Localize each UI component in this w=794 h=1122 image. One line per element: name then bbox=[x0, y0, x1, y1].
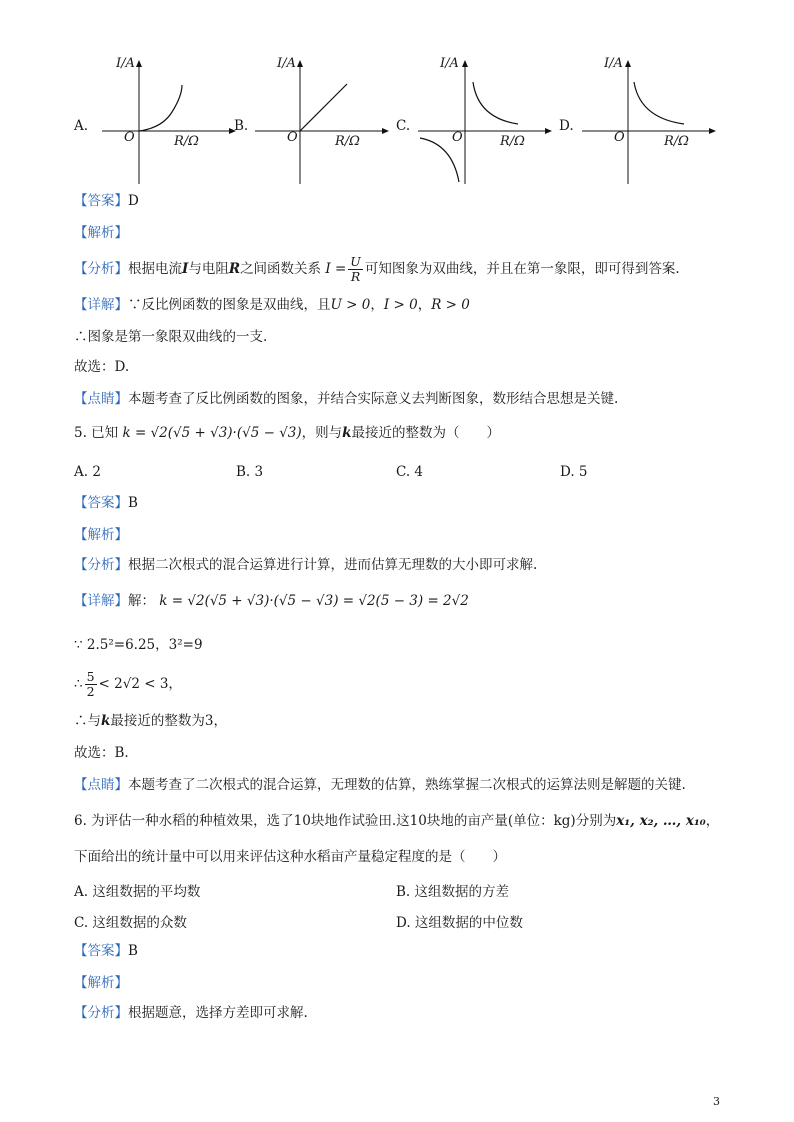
detail-text: 解： bbox=[128, 593, 155, 609]
separator: ， bbox=[417, 297, 432, 313]
var-i: I bbox=[182, 261, 189, 277]
separator: ， bbox=[370, 297, 384, 313]
q5-detail bbox=[74, 592, 469, 610]
answer-value: B bbox=[128, 495, 138, 511]
q5-conclude bbox=[74, 712, 227, 730]
analysis-tag: 【解析】 bbox=[74, 975, 128, 991]
graph-c bbox=[418, 52, 568, 192]
cond-i: I > 0 bbox=[383, 297, 418, 313]
detail-text: ∵反比例函数的图象是双曲线，且 bbox=[128, 297, 331, 313]
analysis-tag: 【解析】 bbox=[74, 527, 128, 543]
fenxi-text-c: 之间函数关系 bbox=[240, 261, 322, 277]
graph-b-ylabel: I/A bbox=[277, 56, 296, 71]
fenxi-text: 根据二次根式的混合运算进行计算，进而估算无理数的大小即可求解. bbox=[128, 557, 538, 573]
q5-stem-formula: k = √2(√5 + √3)·(√5 − √3) bbox=[122, 425, 302, 441]
conclude-text-a: ∴与 bbox=[74, 713, 101, 729]
graph-c-xlabel: R/Ω bbox=[500, 134, 525, 149]
graph-b-svg bbox=[255, 52, 405, 192]
q5-comment bbox=[74, 776, 686, 794]
graph-a-ylabel: I/A bbox=[116, 56, 135, 71]
q5-analysis bbox=[74, 526, 128, 544]
graph-d-ylabel: I/A bbox=[604, 56, 623, 71]
formula-fraction bbox=[348, 255, 363, 284]
fenxi-tag: 【分析】 bbox=[74, 1005, 128, 1021]
option-c-label: C. bbox=[396, 118, 411, 134]
comment-text: 本题考查了反比例函数的图象，并结合实际意义去判断图象，数形结合思想是关键. bbox=[128, 391, 619, 407]
graph-a-svg bbox=[92, 52, 242, 192]
detail-tag: 【详解】 bbox=[74, 297, 128, 313]
q6-option-c: C. 这组数据的众数 bbox=[74, 915, 187, 931]
fraction-denominator: 2 bbox=[86, 684, 95, 699]
q6-stem-line1 bbox=[74, 812, 719, 830]
q6-option-a: A. 这组数据的平均数 bbox=[74, 884, 201, 900]
var-k: k bbox=[342, 425, 352, 441]
comment-tag: 【点睛】 bbox=[74, 391, 128, 407]
graph-c-origin: O bbox=[452, 130, 463, 145]
graph-d-origin: O bbox=[614, 130, 625, 145]
q5-option-a: A. 2 bbox=[74, 464, 101, 480]
q4-choose: 故选：D. bbox=[74, 359, 130, 375]
q5-option-d: D. 5 bbox=[560, 464, 588, 480]
graph-d-svg bbox=[582, 52, 732, 192]
comment-text: 本题考查了二次根式的混合运算，无理数的估算，熟练掌握二次根式的运算法则是解题的关键. bbox=[128, 777, 686, 793]
analysis-tag: 【解析】 bbox=[74, 225, 128, 241]
inequality-rest: < 2√2 < 3， bbox=[98, 676, 182, 692]
fraction-numerator: U bbox=[350, 254, 361, 269]
q6-unit: kg bbox=[553, 813, 571, 829]
fenxi-text-d: 可知图象为双曲线，并且在第一象限，即可得到答案. bbox=[364, 261, 680, 277]
detail-tag: 【详解】 bbox=[74, 593, 128, 609]
graph-b-origin: O bbox=[287, 130, 298, 145]
q5-because: ∵ 2.5²=6.25，3²=9 bbox=[74, 637, 203, 653]
conclude-text-b: 最接近的整数为3， bbox=[110, 713, 227, 729]
fraction-denominator: R bbox=[350, 269, 361, 284]
q6-stem-b: )分别为 bbox=[570, 813, 617, 829]
therefore-symbol: ∴ bbox=[74, 676, 83, 692]
var-k: k bbox=[101, 713, 111, 729]
q5-option-b: B. 3 bbox=[236, 464, 264, 480]
answer-tag: 【答案】 bbox=[74, 943, 128, 959]
fenxi-text-b: 与电阻 bbox=[188, 261, 229, 277]
answer-value: D bbox=[128, 193, 139, 209]
graph-a bbox=[92, 52, 242, 192]
option-d-label: D. bbox=[559, 118, 574, 134]
q5-option-c: C. 4 bbox=[396, 464, 424, 480]
q5-stem-b: ，则与 bbox=[301, 425, 343, 441]
q4-answer bbox=[74, 192, 139, 210]
q5-stem-c: 最接近的整数为（ ） bbox=[351, 425, 501, 441]
comment-tag: 【点睛】 bbox=[74, 777, 128, 793]
answer-tag: 【答案】 bbox=[74, 193, 128, 209]
cond-u: U > 0 bbox=[330, 297, 371, 313]
q4-analysis bbox=[74, 224, 128, 242]
answer-value: B bbox=[128, 943, 138, 959]
q6-option-d: D. 这组数据的中位数 bbox=[396, 915, 523, 931]
fenxi-text: 根据题意，选择方差即可求解. bbox=[128, 1005, 308, 1021]
var-r: R bbox=[228, 261, 241, 277]
fraction-numerator: 5 bbox=[86, 669, 95, 684]
q6-answer bbox=[74, 942, 138, 960]
q6-fenxi bbox=[74, 1004, 308, 1022]
option-a-label: A. bbox=[74, 118, 89, 134]
graph-d-xlabel: R/Ω bbox=[664, 134, 689, 149]
graph-a-xlabel: R/Ω bbox=[174, 134, 199, 149]
graph-a-origin: O bbox=[124, 130, 135, 145]
q6-variables: x₁, x₂, …, x₁₀ bbox=[616, 813, 706, 829]
detail-formula: k = √2(√5 + √3)·(√5 − √3) = √2(5 − 3) = 2√2 bbox=[159, 593, 469, 609]
q5-stem-a: 5. 已知 bbox=[74, 425, 119, 441]
q5-fenxi bbox=[74, 556, 537, 574]
answer-tag: 【答案】 bbox=[74, 495, 128, 511]
q5-choose: 故选：B. bbox=[74, 745, 129, 761]
q6-stem-line2: 下面给出的统计量中可以用来评估这种水稻亩产量稳定程度的是（ ） bbox=[74, 849, 506, 865]
fenxi-text-a: 根据电流 bbox=[128, 261, 182, 277]
graph-c-svg bbox=[418, 52, 568, 192]
q5-answer bbox=[74, 494, 138, 512]
q6-stem-c: ， bbox=[705, 813, 720, 829]
q6-analysis bbox=[74, 974, 128, 992]
cond-r: R > 0 bbox=[431, 297, 470, 313]
q4-detail bbox=[74, 296, 470, 314]
q4-fenxi bbox=[74, 252, 680, 286]
graph-b bbox=[255, 52, 405, 192]
q4-therefore: ∴图象是第一象限双曲线的一支. bbox=[74, 329, 268, 345]
q5-stem bbox=[74, 424, 500, 442]
q5-inequality bbox=[74, 668, 182, 700]
formula-lhs: I = bbox=[325, 261, 347, 277]
fenxi-tag: 【分析】 bbox=[74, 261, 128, 277]
option-b-label: B. bbox=[234, 118, 249, 134]
q4-comment bbox=[74, 390, 618, 408]
page-number: 3 bbox=[713, 1095, 720, 1108]
graph-c-ylabel: I/A bbox=[440, 56, 459, 71]
graph-b-xlabel: R/Ω bbox=[335, 134, 360, 149]
q6-option-b: B. 这组数据的方差 bbox=[396, 884, 510, 900]
graph-d bbox=[582, 52, 732, 192]
q6-stem-a: 6. 为评估一种水稻的种植效果，选了10块地作试验田.这10块地的亩产量(单位： bbox=[74, 813, 554, 829]
inequality-fraction bbox=[85, 670, 97, 699]
fenxi-tag: 【分析】 bbox=[74, 557, 128, 573]
